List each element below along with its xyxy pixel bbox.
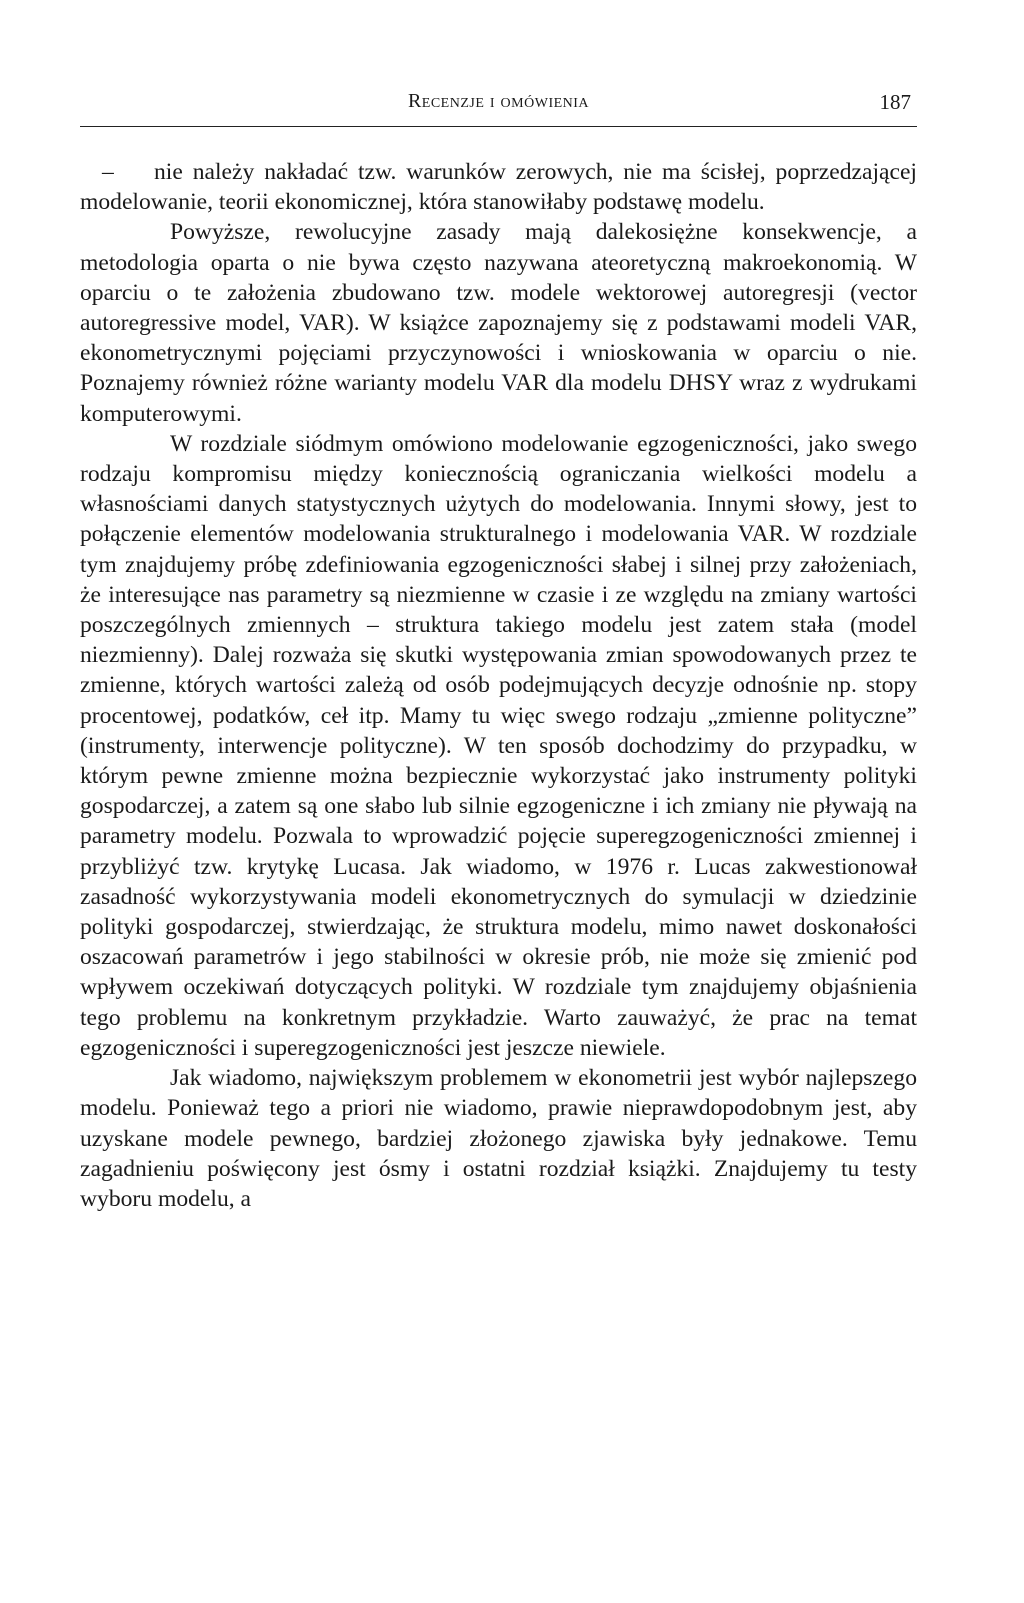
running-title: Recenzje i omówienia: [407, 90, 590, 112]
body-text: [80, 157, 917, 1214]
list-bullet: –: [102, 159, 114, 185]
page-number: 187: [879, 90, 911, 114]
paragraph: W rozdziale siódmym omówiono modelowanie egzogeniczności, jako swego rodzaju kompromisu między koniecznością ograniczania wielkości modelu a własnościami danych statystycznych użytych do modelowania. Innymi słowy, jest to połączenie elementów modelowania strukturalnego i modelowania VAR. W rozdziale tym znajdujemy próbę zdefiniowania egzogeniczności słabej i silnej przy założeniach, że interesujące nas parametry są niezmienne w czasie i ze względu na zmiany wartości poszczególnych zmiennych – struktura takiego modelu jest zatem stała (model niezmienny). Dalej rozważa się skutki występowania zmian spowodowanych przez te zmienne, których wartości zależą od osób podejmujących decyzje odnośnie np. stopy procentowej, podatków, ceł itp. Mamy tu więc swego rodzaju „zmienne polityczne” (instrumenty, interwencje polityczne). W ten sposób dochodzimy do przypadku, w którym pewne zmienne można bezpiecznie wykorzystać jako instrumenty polityki gospodarczej, a zatem są one słabo lub silnie egzogeniczne i ich zmiany nie pływają na parametry modelu. Pozwala to wprowadzić pojęcie superegzogeniczności zmiennej i przybliżyć tzw. krytykę Lucasa. Jak wiadomo, w 1976 r. Lucas zakwestionował zasadność wykorzystywania modeli ekonometrycznych do symulacji w dziedzinie polityki gospodarczej, stwierdzając, że struktura modelu, mimo nawet doskonałości oszacowań parametrów i jego stabilności w okresie prób, nie może się zmienić pod wpływem oczekiwań dotyczących polityki. W rozdziale tym znajdujemy objaśnienia tego problemu na konkretnym przykładzie. Warto zauważyć, że prac na temat egzogeniczności i superegzogeniczności jest jeszcze niewiele.: [80, 430, 917, 1061]
paragraph: Jak wiadomo, największym problemem w ekonometrii jest wybór najlepszego modelu. Ponieważ tego a priori nie wiadomo, prawie nieprawdopodobnym jest, aby uzyskane modele pewnego, bardziej złożonego zjawiska były jednakowe. Temu zagadnieniu poświęcony jest ósmy i ostatni rozdział książki. Znajdujemy tu testy wyboru modelu, a: [80, 1065, 917, 1212]
page-header: [80, 90, 917, 127]
list-item: [80, 157, 917, 217]
paragraph: Powyższe, rewolucyjne zasady mają dalekosiężne konsekwencje, a metodologia oparta o nie bywa często nazywana ateoretyczną makroekonomią. W oparciu o te założenia zbudowano tzw. modele wektorowej autoregresji (vector autoregressive model, VAR). W książce zapoznajemy się z podstawami modeli VAR, ekonometrycznymi pojęciami przyczynowości i wnioskowania w oparciu o nie. Poznajemy również różne warianty modelu VAR dla modelu DHSY wraz z wydrukami komputerowymi.: [80, 219, 917, 427]
list-item-text: nie należy nakładać tzw. warunków zerowych, nie ma ścisłej, poprzedzającej modelowanie, teorii ekonomicznej, która stanowiłaby podstawę modelu.: [80, 159, 917, 216]
